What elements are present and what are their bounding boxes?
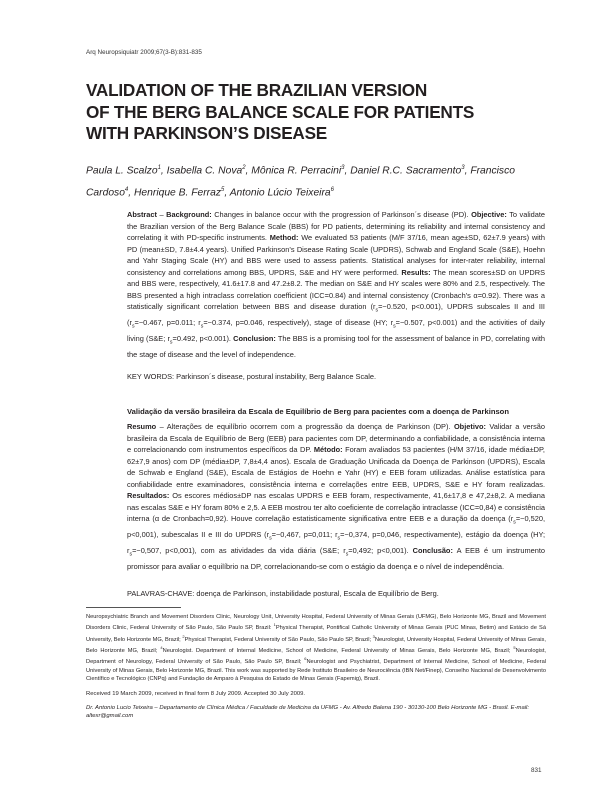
subsection-head: Método: — [313, 445, 343, 455]
author-name: Henrique B. Ferraz — [134, 187, 221, 199]
title-line: OF THE BERG BALANCE SCALE FOR PATIENTS — [86, 101, 475, 122]
text-run: The mean scores±SD on UPDRS and BBS were, respectively, 41.6±17.8 and 47.2±8.2. The median on S&E and HY scales were 80% and 2.5, respectively. The BBS presented a high intraclass correlation coefficient (ICC=0.84) and internal consistency (Cronbach’s α=0.92). There was a statistically significant correlation between BBS and disease duration ($r_s=-0.520$, p<0.001), UPDRS subscales II and III ($r_s=-0.467$, p=0.011; $r_s=-0.374$, p=0.046, respectively), stage of disease (HY; $r_s=-0.507$, p<0.001) and the activities of daily living (S&E; $r_s=0.492$, p<0.001). — [127, 267, 546, 346]
subsection-head: Results: — [401, 267, 431, 277]
keywords: KEY WORDS: Parkinson´s disease, postural instability, Berg Balance Scale. — [127, 372, 377, 381]
affiliation-text: Neurologist. Department of Internal Medicine, School of Medicine, Federal University of Minas Gerais, Belo Horizonte MG, Brazil; — [162, 648, 511, 655]
title-line: VALIDATION OF THE BRAZILIAN VERSION — [86, 80, 428, 100]
page-number: 831 — [531, 767, 542, 774]
correspondence: Dr. Antonio Lucio Teixeira – Departamento de Clínica Médica / Faculdade de Medicina da UFMG - Av. Alfredo Balena 190 - 30130-100 Belo Horizonte MG - Brasil. E-mail: altexr@gmail.com — [86, 705, 529, 720]
text-run: Changes in balance occur with the progression of Parkinson´s disease (PD). — [214, 210, 469, 219]
text-run: A EEB é um instrumento promissor para avaliar o equilíbrio na DP, correlacionando-se com o estágio da doença e o nível de independência. — [127, 546, 546, 572]
resumo: Resumo – Alterações de equilíbrio ocorrem com a progressão da doença de Parkinson (DP). Objetivo: Validar a versão brasileira da Escala de Equilíbrio de Berg (EEB) para pacientes com DP, determinando a confiabilidade, a consistência interna e correlacionando com instrumentos específicos da DP. Método: Foram avaliados 53 pacientes (H/M 37/16, idade média±DP, 62±7,9 anos) com DP (média±DP, 7,8±4,4 anos). Escala de Graduação Unificada da Doença de Parkinson (UPDRS), Escala de Schwab e England (S&E), Escala de Estágios de Hoehn e Yahr (HY) e EEB foram utilizadas. Análise estatística para confiabilidade entre examinadores, consistência interna e correlações entre EEB, UPDRS, S&E e HY foram realizadas. Resultados: Os escores médios±DP nas escalas UPDRS e EEB foram, respectivamente, 41,6±17,8 e 47,2±8,2. A mediana nas escalas S&E e HY foram 80% e 2,5. A EEB mostrou ter alto coeficiente de correlação intraclasse (ICC=0,84) e consistência interna (α de Cronbach=0,92). Houve correlação estatisticamente significativa entre EEB e a duração da doença ($r_s=-0,520$, p<0,001), subescalas II e III do UPDRS ($r_s=-0,467$, p=0,011; $r_s=-0,374$, p=0,046, respectivamente), estágio da doença (HY; $r_s=-0,507$, p<0,001), com as atividades da vida diária (S&E; $r_s=0,492$; p<0,001). Conclusão: A EEB é um instrumento promissor para avaliar o equilíbrio na DP, correlacionando-se com o estágio da doença e o nível de independência. — [127, 422, 546, 572]
author-name: Mônica R. Perracini — [251, 165, 342, 177]
section-label: Resumo — [127, 422, 157, 431]
author-name: Francisco Cardoso — [86, 165, 515, 199]
section-label: Abstract — [127, 210, 157, 219]
subsection-head: Conclusão: — [412, 546, 453, 556]
text-run: Os escores médios±DP nas escalas UPDRS e EEB foram, respectivamente, 41,6±17,8 e 47,2±8,2. A mediana nas escalas S&E e HY foram 80% e 2,5. A EEB mostrou ter alto coeficiente de correlação intraclasse (ICC=0,84) e consistência interna (α de Cronbach=0,92). Houve correlação estatisticamente significativa entre EEB e a duração da doença ($r_s=-0,520$, p<0,001), subescalas II e III do UPDRS ($r_s=-0,467$, p=0,011; $r_s=-0,374$, p=0,046, respectivamente), estágio da doença (HY; $r_s=-0,507$, p<0,001), com as atividades da vida diária (S&E; $r_s=0,492$; p<0,001). — [127, 491, 545, 558]
text-run: Foram avaliados 53 pacientes (H/M 37/16, idade média±DP, 62±7,9 anos) com DP (média±DP, 7,8±4,4 anos). Escala de Graduação Unificada da Doença de Parkinson (UPDRS), Escala de Schwab e England (S&E), Escala de Estágios de Hoehn e Yahr (HY) e EEB foram utilizadas. Análise estatística para confiabilidade entre examinadores, consistência interna e correlações entre EEB, UPDRS, S&E e HY foram realizadas. — [127, 445, 545, 489]
abstract: Abstract – Background: Changes in balance occur with the progression of Parkinson´s disease (PD). Objective: To validate the Brazilian version of the Berg Balance Scale (BBS) for PD patients, determining its reliability and internal consistency and correlating it with PD-specific instruments. Method: We evaluated 53 patients (M/F 37/16, mean age±SD, 62±7.9 years) with PD (mean±SD, 7.8±4.4 years). Unified Parkinson’s Disease Rating Scale (UPDRS), Schwab and England Scale (S&E), Hoehn and Yahr Staging Scale (HY) and BBS were used to assess patients. Statistical analyses for inter-rater reliability, internal consistency and correlations among BBS, UPDRS, S&E and HY were performed. Results: The mean scores±SD on UPDRS and BBS were, respectively, 41.6±17.8 and 47.2±8.2. The median on S&E and HY scales were 80% and 2.5, respectively. The BBS presented a high intraclass correlation coefficient (ICC=0.84) and internal consistency (Cronbach’s α=0.92). There was a statistically significant correlation between BBS and disease duration ($r_s=-0.520$, p<0.001), UPDRS subscales II and III ($r_s=-0.467$, p=0.011; $r_s=-0.374$, p=0.046, respectively), stage of disease (HY; $r_s=-0.507$, p<0.001) and the activities of daily living (S&E; $r_s=0.492$, p<0.001). Conclusion: The BBS is a promising tool for the assessment of balance in PD, correlating with the stage of disease and the level of independence. — [127, 210, 546, 360]
affiliations — [86, 613, 546, 684]
subsection-head: Resultados: — [127, 491, 170, 501]
text-run: We evaluated 53 patients (M/F 37/16, mean age±SD, 62±7.9 years) with PD (mean±SD, 7.8±4.4 years). Unified Parkinson’s Disease Rating Scale (UPDRS), Schwab and England Scale (S&E), Hoehn and Yahr Staging Scale (HY) and BBS were used to assess patients. Statistical analyses for inter-rater reliability, internal consistency and correlations among BBS, UPDRS, S&E and HY were performed. — [127, 233, 545, 277]
author-affiliation-mark: 1 — [157, 165, 161, 171]
palavras-chave: PALAVRAS-CHAVE: doença de Parkinson, instabilidade postural, Escala de Equilíbrio de Berg. — [127, 589, 439, 598]
subsection-head: Conclusion: — [233, 334, 276, 344]
text-run: The BBS is a promising tool for the assessment of balance in PD, correlating with the stage of disease and the level of independence. — [127, 334, 545, 360]
title-line: WITH PARKINSON’S DISEASE — [86, 123, 328, 143]
author-name: Isabella C. Nova — [166, 165, 243, 177]
affiliation-text: Neurologist, Department of Neurology, Federal University of São Paulo, São Paulo SP, Brazil; — [86, 648, 546, 666]
text-run: Alterações de equilíbrio ocorrem com a progressão da doença de Parkinson (DP). — [166, 422, 451, 431]
affiliation-text: Physical Therapist, Pontifical Catholic University of Minas Gerais (PUC Minas, Betim) and Estácio de Sá University, Belo Horizonte MG, Brazil; — [86, 625, 546, 643]
received-dates: Received 19 March 2009, received in final form 8 July 2009. Accepted 30 July 2009. — [86, 691, 306, 697]
author-affiliation-mark: 4 — [124, 186, 129, 193]
footnote-divider — [86, 607, 181, 608]
affiliation-mark: 1 — [273, 622, 276, 628]
author-name: Paula L. Scalzo — [86, 165, 158, 177]
article-title — [86, 80, 546, 145]
author-list: Paula L. Scalzo$^1$, Isabella C. Nova$^2$, Mônica R. Perracini$^3$, Daniel R.C. Sacramento$^3$, Francisco Cardoso$^4$, Henrique B. Ferraz$^5$, Antonio Lúcio Teixeira$^6$ — [86, 165, 515, 199]
affiliation-mark: 4 — [160, 645, 163, 651]
affiliation-text: Neuropsychiatric Branch and Movement Disorders Clinic, Neurology Unit, University Hospital, Federal University of Minas Gerais (UFMG), Belo Horizonte MG, Brazil and Movement Disorders Clinic, Federal University of São Paulo, São Paulo SP, Brazil: — [86, 614, 546, 632]
portuguese-title: Validação da versão brasileira da Escala de Equilíbrio de Berg para pacientes com a doença de Parkinson — [127, 407, 509, 416]
text-run: To validate the Brazilian version of the Berg Balance Scale (BBS) for PD patients, determining its reliability and internal consistency and correlating it with PD-specific instruments. — [127, 210, 545, 243]
subsection-head: Objective: — [471, 210, 507, 219]
author-affiliation-mark: 3 — [341, 165, 345, 171]
affiliation-mark: 5 — [513, 645, 516, 651]
affiliation-mark: 2 — [182, 633, 185, 639]
subsection-head: Objetivo: — [453, 422, 486, 431]
author-affiliation-mark: 5 — [221, 186, 225, 193]
affiliation-text: Neurologist, University Hospital, Federal University of Minas Gerais, Belo Horizonte MG, Brazil; — [86, 636, 546, 655]
author-affiliation-mark: 3 — [461, 165, 465, 171]
affiliation-text: Neurologist and Psychiatrist, Department of Internal Medicine, School of Medicine, Federal University of Minas Gerais, Belo Horizonte MG, Brazil. This work was supported by Rede Instituto Brasileiro de Neurociência (IBN Net/Finep), Conselho Nacional de Desenvolvimento Científico e Tecnológico (CNPq) and Fundação de Amparo à Pesquisa do Estado de Minas Gerais (Fapemig), Brazil. — [86, 659, 546, 683]
subsection-head: Method: — [269, 233, 299, 243]
affiliation-text: Physical Therapist, Federal University of São Paulo, São Paulo SP, Brazil; — [184, 636, 372, 643]
affiliation-mark: 6 — [304, 656, 307, 662]
subsection-head: Background: — [166, 210, 212, 219]
text-run: Validar a versão brasileira da Escala de Equilíbrio de Berg (EEB) para pacientes com DP, determinando a confiabilidade, a consistência interna e correlacionando com instrumentos específicos da DP. — [127, 422, 546, 455]
affiliation-mark: 3 — [372, 633, 375, 639]
author-name: Daniel R.C. Sacramento — [350, 165, 462, 177]
journal-reference: Arq Neuropsiquiatr 2009;67(3-B):831-835 — [86, 49, 202, 56]
author-affiliation-mark: 2 — [242, 165, 246, 171]
author-affiliation-mark: 6 — [330, 186, 334, 193]
author-name: Antonio Lúcio Teixeira — [229, 187, 331, 199]
